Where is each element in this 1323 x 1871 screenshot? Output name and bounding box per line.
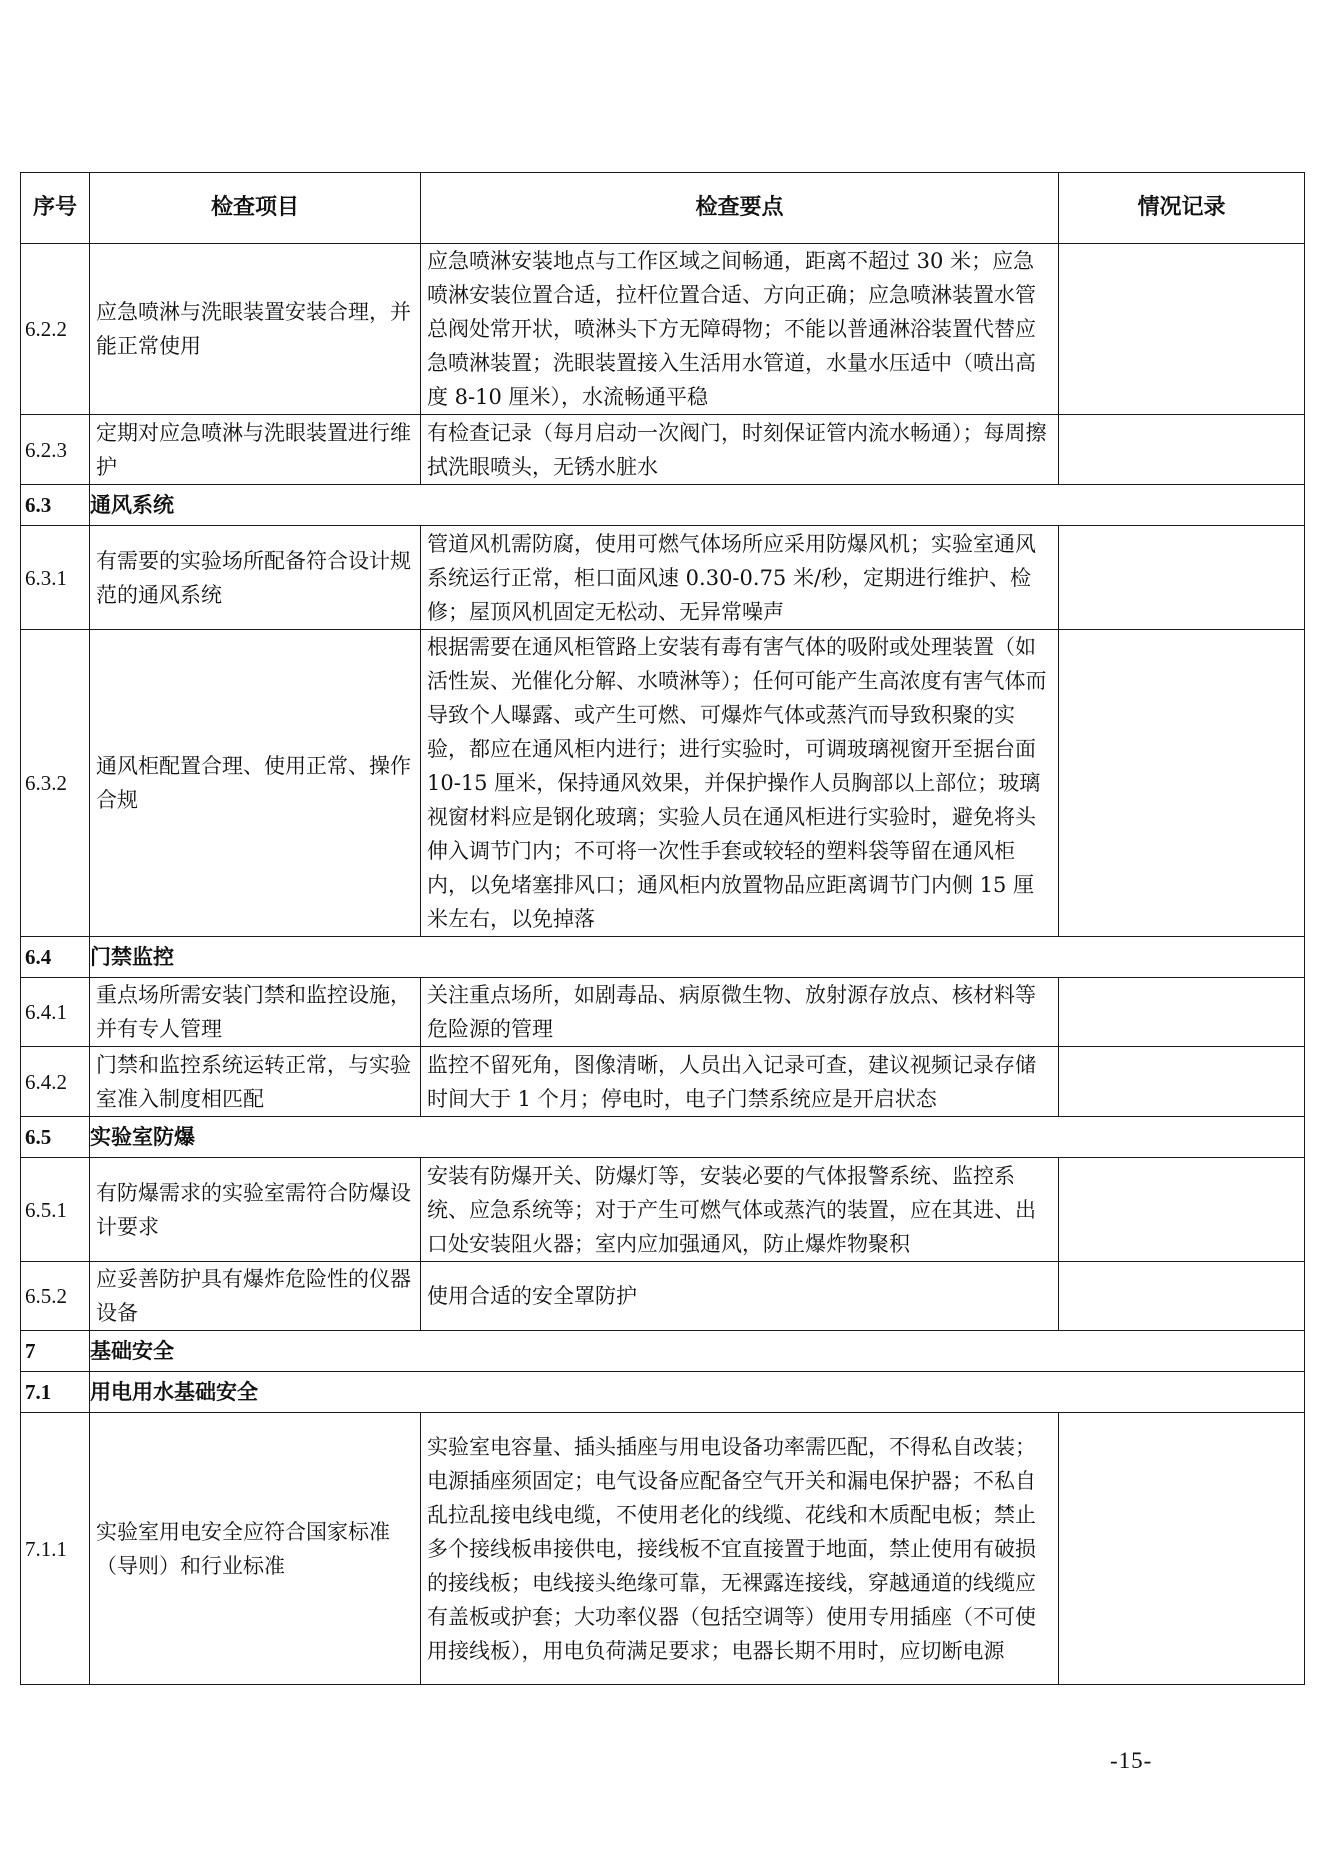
row-point: 应急喷淋安装地点与工作区域之间畅通，距离不超过 30 米；应急喷淋安装位置合适，拉杆位置合适、方向正确；应急喷淋装置水管总阀处常开状，喷淋头下方无障碍物；不能以普通淋浴装置代替应急喷淋装置；洗眼装置接入生活用水管道，水量水压适中（喷出高度 8-10 厘米），水流畅通平稳	[421, 244, 1059, 415]
row-point: 根据需要在通风柜管路上安装有毒有害气体的吸附或处理装置（如活性炭、光催化分解、水喷淋等）；任何可能产生高浓度有害气体而导致个人曝露、或产生可燃、可爆炸气体或蒸汽而导致积聚的实验，都应在通风柜内进行；进行实验时，可调玻璃视窗开至据台面 10-15 厘米，保持通风效果，并保护操作人员胸部以上部位；玻璃视窗材料应是钢化玻璃；实验人员在通风柜进行实验时，避免将头伸入调节门内；不可将一次性手套或较轻的塑料袋等留在通风柜内，以免堵塞排风口；通风柜内放置物品应距离调节门内侧 15 厘米左右，以免掉落	[421, 630, 1059, 937]
row-point: 实验室电容量、插头插座与用电设备功率需匹配，不得私自改装；电源插座须固定；电气设备应配备空气开关和漏电保护器；不私自乱拉乱接电线电缆，不使用老化的线缆、花线和木质配电板；禁止多个接线板串接供电，接线板不宜直接置于地面，禁止使用有破损的接线板；电线接头绝缘可靠，无裸露连接线，穿越通道的线缆应有盖板或护套；大功率仪器（包括空调等）使用专用插座（不可使用接线板），用电负荷满足要求；电器长期不用时，应切断电源	[421, 1413, 1059, 1685]
row-item: 有需要的实验场所配备符合设计规范的通风系统	[90, 526, 421, 630]
table-row	[21, 1047, 1305, 1117]
row-point: 使用合适的安全罩防护	[421, 1262, 1059, 1331]
row-id: 6.4.2	[21, 1047, 90, 1117]
row-point: 关注重点场所，如剧毒品、病原微生物、放射源存放点、核材料等危险源的管理	[421, 978, 1059, 1047]
table-row	[21, 1158, 1305, 1262]
table-row	[21, 244, 1305, 415]
table-row	[21, 1262, 1305, 1331]
section-id: 6.4	[21, 937, 90, 978]
row-item: 实验室用电安全应符合国家标准（导则）和行业标准	[90, 1413, 421, 1685]
row-id: 6.2.3	[21, 415, 90, 485]
row-point: 管道风机需防腐，使用可燃气体场所应采用防爆风机；实验室通风系统运行正常，柜口面风速 0.30-0.75 米/秒，定期进行维护、检修；屋顶风机固定无松动、无异常噪声	[421, 526, 1059, 630]
row-record	[1059, 1158, 1305, 1262]
section-row	[21, 485, 1305, 526]
table-row	[21, 978, 1305, 1047]
row-id: 7.1.1	[21, 1413, 90, 1685]
row-item: 通风柜配置合理、使用正常、操作合规	[90, 630, 421, 937]
section-title: 通风系统	[90, 485, 1305, 526]
row-item: 门禁和监控系统运转正常，与实验室准入制度相匹配	[90, 1047, 421, 1117]
row-record	[1059, 630, 1305, 937]
inspection-table	[20, 172, 1305, 1685]
section-row	[21, 1117, 1305, 1158]
section-row	[21, 937, 1305, 978]
row-id: 6.5.1	[21, 1158, 90, 1262]
row-point: 监控不留死角，图像清晰，人员出入记录可查，建议视频记录存储时间大于 1 个月；停电时，电子门禁系统应是开启状态	[421, 1047, 1059, 1117]
section-row	[21, 1372, 1305, 1413]
section-title: 用电用水基础安全	[90, 1372, 1305, 1413]
row-id: 6.4.1	[21, 978, 90, 1047]
section-id: 7	[21, 1331, 90, 1372]
row-item: 重点场所需安装门禁和监控设施，并有专人管理	[90, 978, 421, 1047]
row-id: 6.3.2	[21, 630, 90, 937]
header-seq: 序号	[21, 173, 90, 244]
row-id: 6.5.2	[21, 1262, 90, 1331]
row-record	[1059, 244, 1305, 415]
section-title: 门禁监控	[90, 937, 1305, 978]
section-id: 7.1	[21, 1372, 90, 1413]
row-record	[1059, 1413, 1305, 1685]
section-id: 6.3	[21, 485, 90, 526]
row-item: 应妥善防护具有爆炸危险性的仪器设备	[90, 1262, 421, 1331]
header-point: 检查要点	[421, 173, 1059, 244]
table-row	[21, 415, 1305, 485]
row-id: 6.3.1	[21, 526, 90, 630]
table-header-row	[21, 173, 1305, 244]
row-point: 安装有防爆开关、防爆灯等，安装必要的气体报警系统、监控系统、应急系统等；对于产生可燃气体或蒸汽的装置，应在其进、出口处安装阻火器；室内应加强通风，防止爆炸物聚积	[421, 1158, 1059, 1262]
section-title: 实验室防爆	[90, 1117, 1305, 1158]
section-row	[21, 1331, 1305, 1372]
row-record	[1059, 415, 1305, 485]
header-record: 情况记录	[1059, 173, 1305, 244]
row-item: 定期对应急喷淋与洗眼装置进行维护	[90, 415, 421, 485]
row-record	[1059, 1262, 1305, 1331]
table-row	[21, 526, 1305, 630]
table-row	[21, 1413, 1305, 1685]
row-record	[1059, 1047, 1305, 1117]
row-item: 有防爆需求的实验室需符合防爆设计要求	[90, 1158, 421, 1262]
page-number: -15-	[1110, 1748, 1153, 1773]
row-record	[1059, 526, 1305, 630]
table-row	[21, 630, 1305, 937]
header-item: 检查项目	[90, 173, 421, 244]
row-point: 有检查记录（每月启动一次阀门，时刻保证管内流水畅通）；每周擦拭洗眼喷头，无锈水脏水	[421, 415, 1059, 485]
section-title: 基础安全	[90, 1331, 1305, 1372]
section-id: 6.5	[21, 1117, 90, 1158]
row-id: 6.2.2	[21, 244, 90, 415]
row-record	[1059, 978, 1305, 1047]
row-item: 应急喷淋与洗眼装置安装合理，并能正常使用	[90, 244, 421, 415]
